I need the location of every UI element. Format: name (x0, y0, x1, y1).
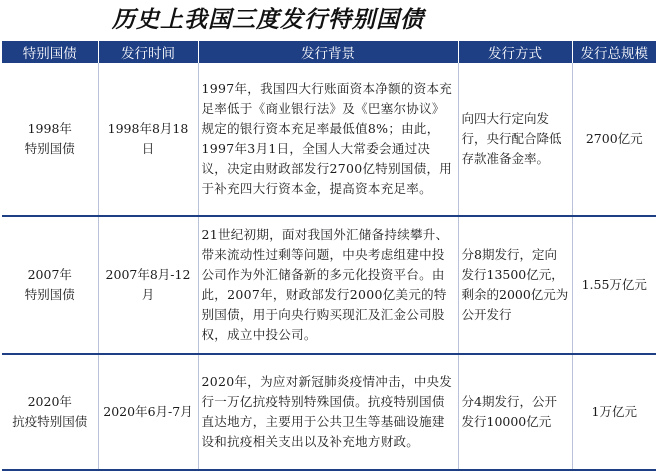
table-row (2, 63, 656, 216)
header-background: 发行背景 (198, 41, 458, 63)
background-cell: 21世纪初期，面对我国外汇储备持续攀升、带来流动性过剩等问题，中央考虑组建中投公司作为外汇储备新的多元化投资平台。由此，2007年，财政部发行2000亿美元的特别国债，用于向央行购买现汇及汇金公司股权，成立中投公司。 (198, 216, 458, 354)
bond-name-cell (2, 354, 98, 470)
bond-name-cell (2, 216, 98, 354)
scale-cell: 2700亿元 (572, 63, 656, 216)
header-method: 发行方式 (458, 41, 572, 63)
method-cell: 向四大行定向发行，央行配合降低存款准备金率。 (458, 63, 572, 216)
bond-year: 1998年 (27, 121, 72, 136)
bond-year: 2020年 (27, 394, 72, 409)
background-cell: 1997年，我国四大行账面资本净额的资本充足率低于《商业银行法》及《巴塞尔协议》规定的银行资本充足率最低值8%；由此，1997年3月1日，全国人大常委会通过决议，决定由财政部发行2700亿特别国债，用于补充四大行资本金，提高资本充足率。 (198, 63, 458, 216)
bond-type: 特别国债 (24, 287, 75, 302)
special-bond-table (2, 41, 656, 471)
table-header-row (2, 41, 656, 63)
table-row (2, 354, 656, 470)
bond-type: 抗疫特别国债 (12, 414, 88, 429)
bond-year: 2007年 (27, 267, 72, 282)
method-cell: 分4期发行，公开发行10000亿元 (458, 354, 572, 470)
header-scale: 发行总规模 (572, 41, 656, 63)
table-row (2, 216, 656, 354)
bond-name-cell (2, 63, 98, 216)
issue-time-cell: 2020年6月-7月 (98, 354, 198, 470)
page-title: 历史上我国三度发行特别国债 (112, 7, 424, 33)
background-cell: 2020年，为应对新冠肺炎疫情冲击，中央发行一万亿抗疫特别特殊国债。抗疫特别国债直达地方，主要用于公共卫生等基础设施建设和抗疫相关支出以及补充地方财政。 (198, 354, 458, 470)
method-cell: 分8期发行，定向发行13500亿元，剩余的2000亿元为公开发行 (458, 216, 572, 354)
header-bond: 特别国债 (2, 41, 98, 63)
bond-type: 特别国债 (24, 141, 75, 156)
issue-time-cell: 2007年8月-12月 (98, 216, 198, 354)
scale-cell: 1万亿元 (572, 354, 656, 470)
scale-cell: 1.55万亿元 (572, 216, 656, 354)
issue-time-cell: 1998年8月18日 (98, 63, 198, 216)
header-time: 发行时间 (98, 41, 198, 63)
